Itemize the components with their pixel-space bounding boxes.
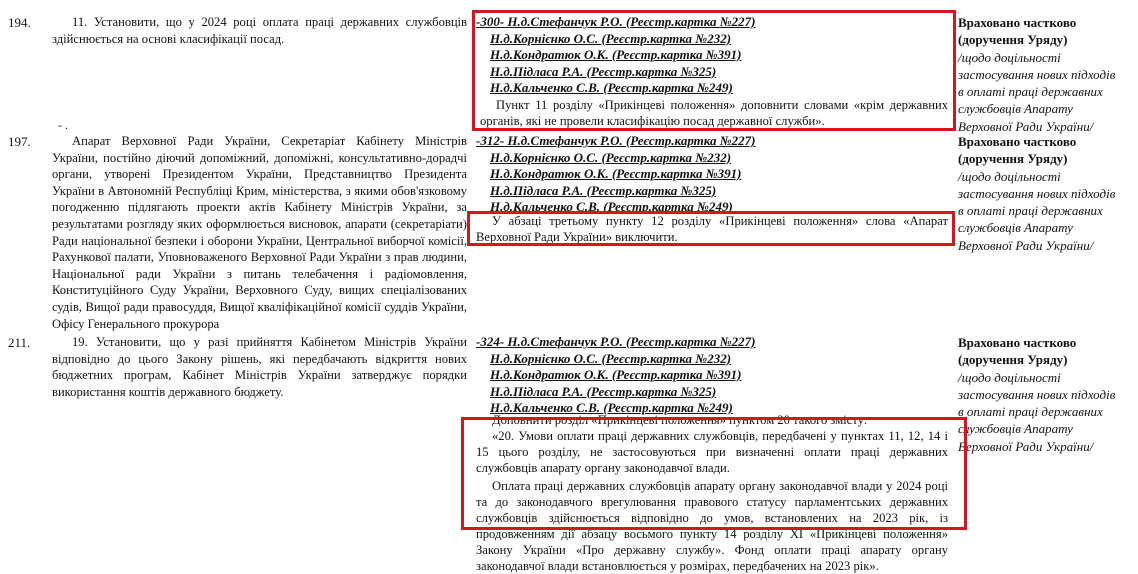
amendment-proposal: Пункт 11 розділу «Прикінцеві положення» доповнити словами «крім державних органів, які не провели класифікацію посад державної служби». bbox=[480, 97, 948, 128]
author-name: Н.д.Стефанчук Р.О. (Реєстр.картка №227) bbox=[507, 14, 756, 29]
amendment-author: Н.д.Кальченко С.В. (Реєстр.картка №249) bbox=[490, 400, 733, 415]
decision-note: службовців Апарату bbox=[958, 101, 1073, 117]
author-name: Н.д.Стефанчук Р.О. (Реєстр.картка №227) bbox=[507, 334, 756, 349]
amendment-author: Н.д.Підласа Р.А. (Реєстр.картка №325) bbox=[490, 63, 717, 79]
amendment-number: -300- bbox=[476, 14, 505, 29]
amendment-proposal: У абзаці третьому пункту 12 розділу «Прикінцеві положення» слова «Апарат Верховної Ради України» виключити. bbox=[476, 213, 948, 244]
highlight-box bbox=[461, 412, 967, 530]
decision-note: /щодо доцільності bbox=[958, 49, 1061, 65]
amendment-author: Н.д.Корнієнко О.С. (Реєстр.картка №232) bbox=[490, 350, 732, 366]
decision-note: в оплаті праці державних bbox=[958, 84, 1103, 100]
decision-note: /щодо доцільності bbox=[958, 168, 1061, 184]
amendment-author: Н.д.Підласа Р.А. (Реєстр.картка №325) bbox=[490, 182, 717, 198]
amendment-author: Н.д.Кальченко С.В. (Реєстр.картка №249) bbox=[490, 80, 733, 95]
amendment-proposal: Оплата праці державних службовців апарату органу законодавчої влади у 2024 році та до законодавчого врегулювання правового статусу парламентських державних службовців здійснюється відповідно до умов, встановлених на 2023 рік, із продовженням дії абзацу восьмого пункту 14 розділу XI «Прикінцеві положення» Закону України «Про державну службу». Фонд оплати праці апарату органу законодавчої влади встановлюється у розмірах, передбачених на 2023 рік». bbox=[476, 478, 948, 573]
amendment-author: Н.д.Кондратюк О.К. (Реєстр.картка №391) bbox=[490, 166, 742, 181]
decision-note: застосування нових підходів bbox=[958, 185, 1116, 201]
row-number: 197. bbox=[8, 134, 31, 149]
law-text-left: 19. Установити, що у разі прийняття Кабінетом Міністрів України відповідно до цього Закону рішень, які передбачають відкриття нових бюджетних програм, Кабінет Міністрів України затверджує порядки використання коштів державного бюджету. bbox=[52, 335, 467, 399]
decision-note: в оплаті праці державних bbox=[958, 203, 1103, 219]
amendment-proposal: «20. Умови оплати праці державних службовців, передбачені у пунктах 11, 12, 14 і 15 цього розділу, не застосовуються при визначенні оплати праці державних службовців апарату органу законодавчої влади. bbox=[476, 428, 948, 475]
decision-status: (доручення Уряду) bbox=[958, 352, 1068, 368]
decision-note: застосування нових підходів bbox=[958, 66, 1116, 82]
amendment-number: -324- bbox=[476, 334, 505, 349]
amendment-proposal-intro: Доповнити розділ «Прикінцеві положення» пунктом 20 такого змісту: bbox=[492, 412, 868, 427]
amendment-author: Н.д.Корнієнко О.С. (Реєстр.картка №232) bbox=[490, 149, 732, 165]
amendment-number: -312- bbox=[476, 133, 505, 148]
amendment-author: Н.д.Корнієнко О.С. (Реєстр.картка №232) bbox=[490, 30, 732, 46]
law-text-left: 11. Установити, що у 2024 році оплата праці державних службовців здійснюється на основі класифікації посад. bbox=[52, 15, 467, 46]
decision-status: Враховано частково bbox=[958, 15, 1077, 30]
decision-status: Враховано частково bbox=[958, 335, 1077, 350]
amendment-author: Н.д.Кальченко С.В. (Реєстр.картка №249) bbox=[490, 199, 733, 214]
decision-note: Верховної Ради України/ bbox=[958, 237, 1094, 253]
decision-note: Верховної Ради України/ bbox=[958, 118, 1094, 134]
amendment-author bbox=[476, 133, 948, 150]
amendment-author bbox=[476, 334, 948, 351]
decision-note: /щодо доцільності bbox=[958, 369, 1061, 385]
highlight-box bbox=[467, 211, 955, 246]
amendment-author: Н.д.Кондратюк О.К. (Реєстр.картка №391) bbox=[490, 367, 742, 382]
decision-note: в оплаті праці державних bbox=[958, 404, 1103, 420]
decision-status: (доручення Уряду) bbox=[958, 32, 1068, 48]
amendment-author: Н.д.Кондратюк О.К. (Реєстр.картка №391) bbox=[490, 47, 742, 62]
decision-note: Верховної Ради України/ bbox=[958, 438, 1094, 454]
author-name: Н.д.Стефанчук Р.О. (Реєстр.картка №227) bbox=[507, 133, 756, 148]
row-number: 211. bbox=[8, 335, 31, 350]
decision-status: Враховано частково bbox=[958, 134, 1077, 149]
decision-note: службовців Апарату bbox=[958, 421, 1073, 437]
decision-status: (доручення Уряду) bbox=[958, 151, 1068, 167]
ellipsis-mark: - . bbox=[58, 118, 68, 132]
decision-block bbox=[958, 14, 1136, 135]
decision-note: службовців Апарату bbox=[958, 220, 1073, 236]
law-text-left: Апарат Верховної Ради України, Секретаріат Кабінету Міністрів України, постійно діючий допоміжний, допоміжні, консультативно-дорадчі органи, утворені Президентом України, Представництво Президента України в Автономній Республіці Крим, міністерства, з якими обов'язковому погодженню підлягають проекти актів Кабінету Міністрів України, за результатами розгляду яких оформлюється висновок, апарати (секретаріати) Ради національної безпеки і оборони України, Центральної виборчої комісії, Рахункової палати, Уповноваженого Верховної Ради України з прав людини, Національної ради України з питань телебачення і радіомовлення, Конституційного Суду України, Верховного Суду, вищих спеціалізованих судів, Вищої ради правосуддя, Вищої кваліфікаційної комісії суддів України, Офісу Генерального прокурора bbox=[52, 134, 467, 331]
row-number: 194. bbox=[8, 15, 31, 30]
amendment-author: Н.д.Підласа Р.А. (Реєстр.картка №325) bbox=[490, 383, 717, 399]
decision-block bbox=[958, 334, 1136, 455]
decision-note: застосування нових підходів bbox=[958, 386, 1116, 402]
decision-block bbox=[958, 133, 1136, 254]
highlight-box bbox=[472, 10, 956, 131]
